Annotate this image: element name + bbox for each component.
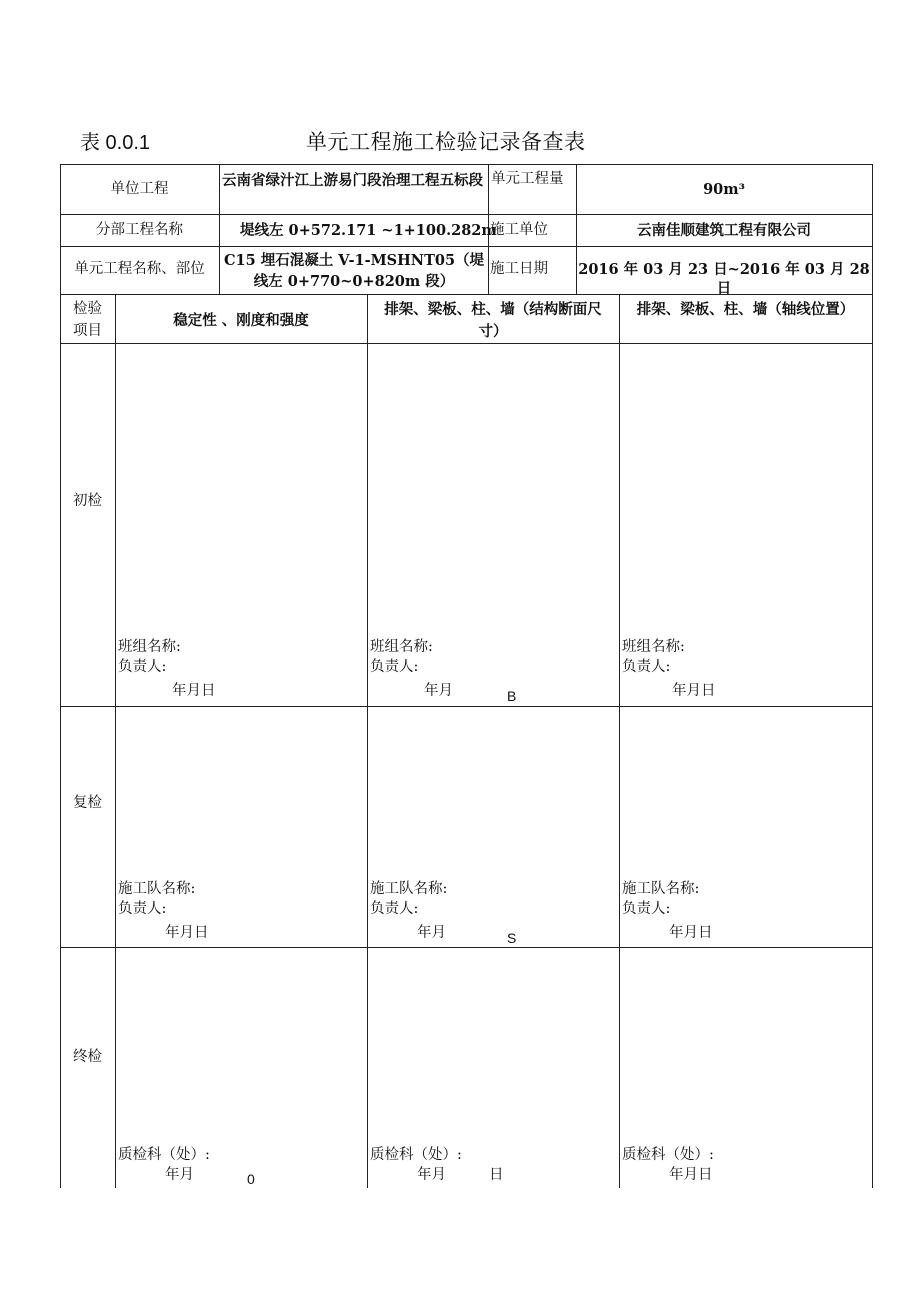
date-field: 年月	[417, 925, 446, 941]
column-header-section-size-line1: 排架、梁板、柱、墙（结构断面尺	[384, 301, 602, 318]
row-divider	[60, 343, 873, 344]
row-label-initial: 初检	[73, 493, 102, 509]
date-field: 年月	[417, 1167, 446, 1183]
crew-name-label: 施工队名称:	[622, 881, 700, 897]
row-divider	[60, 947, 873, 948]
leader-label: 负责人:	[622, 659, 671, 675]
date-field: 年月日	[172, 683, 216, 699]
col-divider	[115, 294, 116, 1188]
element-label: 单元工程名称、部位	[74, 261, 205, 277]
team-name-label: 班组名称:	[622, 639, 685, 655]
date-field: 年月	[165, 1167, 194, 1183]
leader-label: 负责人:	[370, 659, 419, 675]
crew-name-label: 施工队名称:	[118, 881, 196, 897]
row-label-final: 终检	[73, 1049, 102, 1065]
date-field: 年月日	[165, 925, 209, 941]
date-field: 年月日	[669, 925, 713, 941]
date-value: 2016 年 03 月 23 日~2016 年 03 月 28 日	[578, 261, 870, 297]
column-header-axis-position: 排架、梁板、柱、墙（轴线位置）	[636, 301, 855, 318]
qc-department-label: 质检科（处）:	[370, 1147, 462, 1163]
table-border-top	[60, 164, 873, 165]
document-title: 单元工程施工检验记录备查表	[306, 130, 586, 154]
qc-department-label: 质检科（处）:	[622, 1147, 714, 1163]
quantity-value: 90m³	[703, 181, 745, 198]
date-field: 年月日	[669, 1167, 713, 1183]
item-label-line2: 项目	[73, 323, 102, 339]
crew-name-label: 施工队名称:	[370, 881, 448, 897]
sub-project-label: 分部工程名称	[96, 222, 183, 238]
qc-department-label: 质检科（处）:	[118, 1147, 210, 1163]
leader-label: 负责人:	[370, 901, 419, 917]
date-label: 施工日期	[490, 261, 548, 277]
unit-project-value: 云南省绿汁江上游易门段治理工程五标段	[222, 172, 483, 189]
date-field: 年月日	[672, 683, 716, 699]
date-day: 日	[489, 1167, 504, 1183]
team-name-label: 班组名称:	[370, 639, 433, 655]
row-divider	[60, 706, 873, 707]
row-divider	[60, 246, 873, 247]
date-field: 年月	[424, 683, 453, 699]
leader-label: 负责人:	[118, 901, 167, 917]
col-divider	[219, 164, 220, 294]
table-number: 表 0.0.1	[80, 132, 151, 154]
stray-mark: S	[507, 930, 517, 946]
column-header-section-size-line2: 寸）	[478, 323, 508, 340]
stray-mark: B	[507, 688, 517, 704]
quantity-label: 单元工程量	[491, 171, 564, 187]
column-header-strength: 稳定性 、刚度和强度	[173, 312, 309, 329]
contractor-label: 施工单位	[490, 222, 548, 238]
col-divider	[619, 294, 620, 1188]
col-divider	[367, 294, 368, 1188]
leader-label: 负责人:	[118, 659, 167, 675]
stray-mark: 0	[247, 1171, 255, 1187]
unit-project-label: 单位工程	[110, 181, 169, 197]
sub-project-value: 堤线左 0+572.171 ~1+100.282m	[240, 222, 497, 239]
row-divider	[60, 214, 873, 215]
item-label-line1: 检验	[73, 301, 102, 317]
team-name-label: 班组名称:	[118, 639, 181, 655]
contractor-value: 云南佳顺建筑工程有限公司	[637, 222, 811, 239]
row-label-recheck: 复检	[73, 795, 102, 811]
leader-label: 负责人:	[622, 901, 671, 917]
table-border-right	[872, 164, 873, 1188]
element-value: C15 埋石混凝土 V-1-MSHNT05（堤线左 0+770~0+820m 段）	[223, 252, 485, 290]
